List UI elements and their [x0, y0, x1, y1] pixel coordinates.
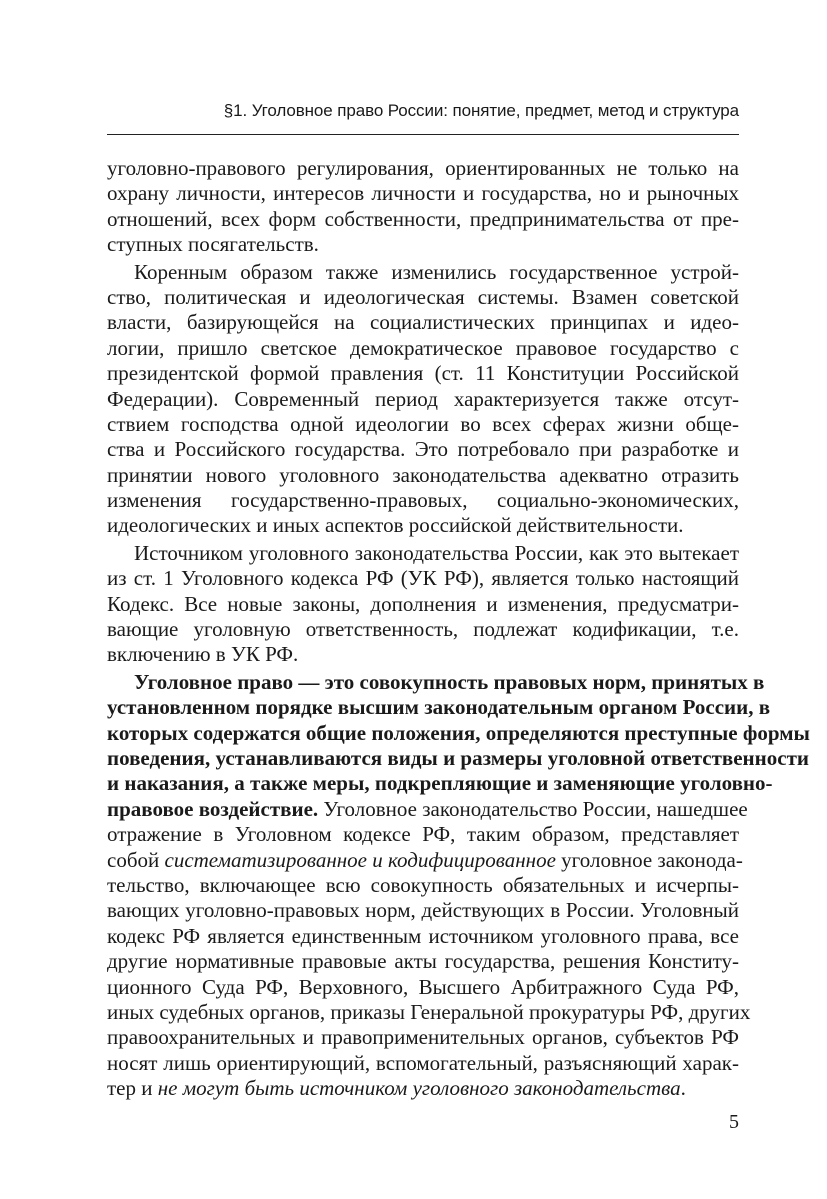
definition-text: и наказания, а также меры, подкрепляющие и заменяющие уголовно-: [107, 771, 773, 796]
bold-text-line: [107, 695, 771, 720]
definition-text: правовое воздействие.: [107, 796, 319, 821]
text-line: принятии нового уголовного законодательства адекватно отразить: [107, 462, 739, 487]
text-line: ступных посягательств.: [107, 232, 319, 257]
text-line: другие нормативные правовые акты государства, решения Конститу-: [107, 949, 739, 974]
text-line: кодекс РФ является единственным источником уголовного права, все: [107, 923, 739, 948]
text-line: вающие уголовную ответственность, подлежат кодификации, т.е.: [107, 617, 739, 642]
bold-text-line: [107, 720, 810, 746]
paragraph-2: [107, 260, 739, 539]
text-line: ство, политическая и идеологическая системы. Взамен советской: [107, 284, 739, 309]
text-line: включению в УК РФ.: [107, 642, 299, 667]
text-line: ствием господства одной идеологии во всех сферах жизни обще-: [107, 411, 739, 436]
paragraph-4-definition: [107, 669, 810, 1102]
text-line: иных судебных органов, приказы Генеральной прокуратуры РФ, других: [107, 999, 751, 1024]
plain-text: собой: [107, 847, 165, 872]
paragraph-3: [107, 541, 739, 668]
plain-text: Уголовное законодательство России, нашедшее: [318, 796, 748, 821]
definition-text: Уголовное право — это совокупность правовых норм, принятых в: [134, 669, 765, 694]
text-line: правоохранительных и правоприменительных органов, субъектов РФ: [107, 1025, 739, 1050]
bold-text-line: [107, 771, 773, 796]
text-line: идеологических и иных аспектов российской действительности.: [107, 513, 684, 538]
text-line: отношений, всех форм собственности, предпринимательства от пре-: [107, 206, 739, 231]
definition-text: поведения, устанавливаются виды и размеры уголовной ответственности: [107, 745, 809, 770]
running-header: §1. Уголовное право России: понятие, предмет, метод и структура: [223, 101, 739, 120]
italic-text: не могут быть источником уголовного законодательства: [157, 1076, 681, 1101]
text-line: власти, базирующейся на социалистических принципах и идео-: [107, 310, 739, 335]
definition-text: установленном порядке высшим законодательным органом России, в: [107, 695, 771, 720]
text-line: из ст. 1 Уголовного кодекса РФ (УК РФ), является только настоящий: [107, 566, 739, 591]
text-line: [107, 1076, 739, 1101]
plain-text: уголовное законода-: [555, 847, 743, 872]
bold-text-line: [107, 745, 809, 771]
text-line: вающих уголовно-правовых норм, действующих в России. Уголовный: [107, 898, 739, 923]
text-line: ционного Суда РФ, Верховного, Высшего Арбитражного Суда РФ,: [107, 974, 739, 999]
text-line: уголовно-правового регулирования, ориентированных не только на: [107, 156, 739, 180]
text-line: [107, 847, 743, 873]
header-rule: [107, 134, 739, 135]
text-line: логии, пришло светское демократическое правовое государство с: [107, 335, 739, 360]
plain-text: тер и: [107, 1076, 158, 1101]
paragraph-1: [107, 156, 739, 258]
plain-text: .: [680, 1076, 686, 1101]
text-line: Кодекс. Все новые законы, дополнения и изменения, предусматри-: [107, 591, 739, 616]
bold-text-line: [107, 669, 765, 695]
page-body: [107, 156, 810, 1101]
definition-text: которых содержатся общие положения, определяются преступные формы: [107, 720, 810, 745]
text-line: [107, 796, 748, 822]
text-line: отражение в Уголовном кодексе РФ, таким образом, представляет: [107, 822, 739, 847]
text-line: Источником уголовного законодательства России, как это вытекает: [134, 540, 739, 565]
text-line: Коренным образом также изменились государственное устрой-: [134, 259, 739, 284]
text-line: президентской формой правления (ст. 11 Конституции Российской: [107, 361, 739, 386]
text-line: изменения государственно-правовых, социально-экономических,: [107, 488, 739, 513]
text-line: носят лишь ориентирующий, вспомогательный, разъясняющий харак-: [107, 1050, 739, 1075]
text-line: Федерации). Современный период характеризуется также отсут-: [107, 386, 739, 411]
text-line: охрану личности, интересов личности и государства, но и рыночных: [107, 181, 739, 206]
italic-text: систематизированное и кодифицированное: [164, 847, 556, 872]
text-line: ства и Российского государства. Это потребовало при разработке и: [107, 437, 739, 462]
text-line: тельство, включающее всю совокупность обязательных и исчерпы-: [107, 872, 739, 897]
page-number: 5: [729, 1111, 739, 1133]
